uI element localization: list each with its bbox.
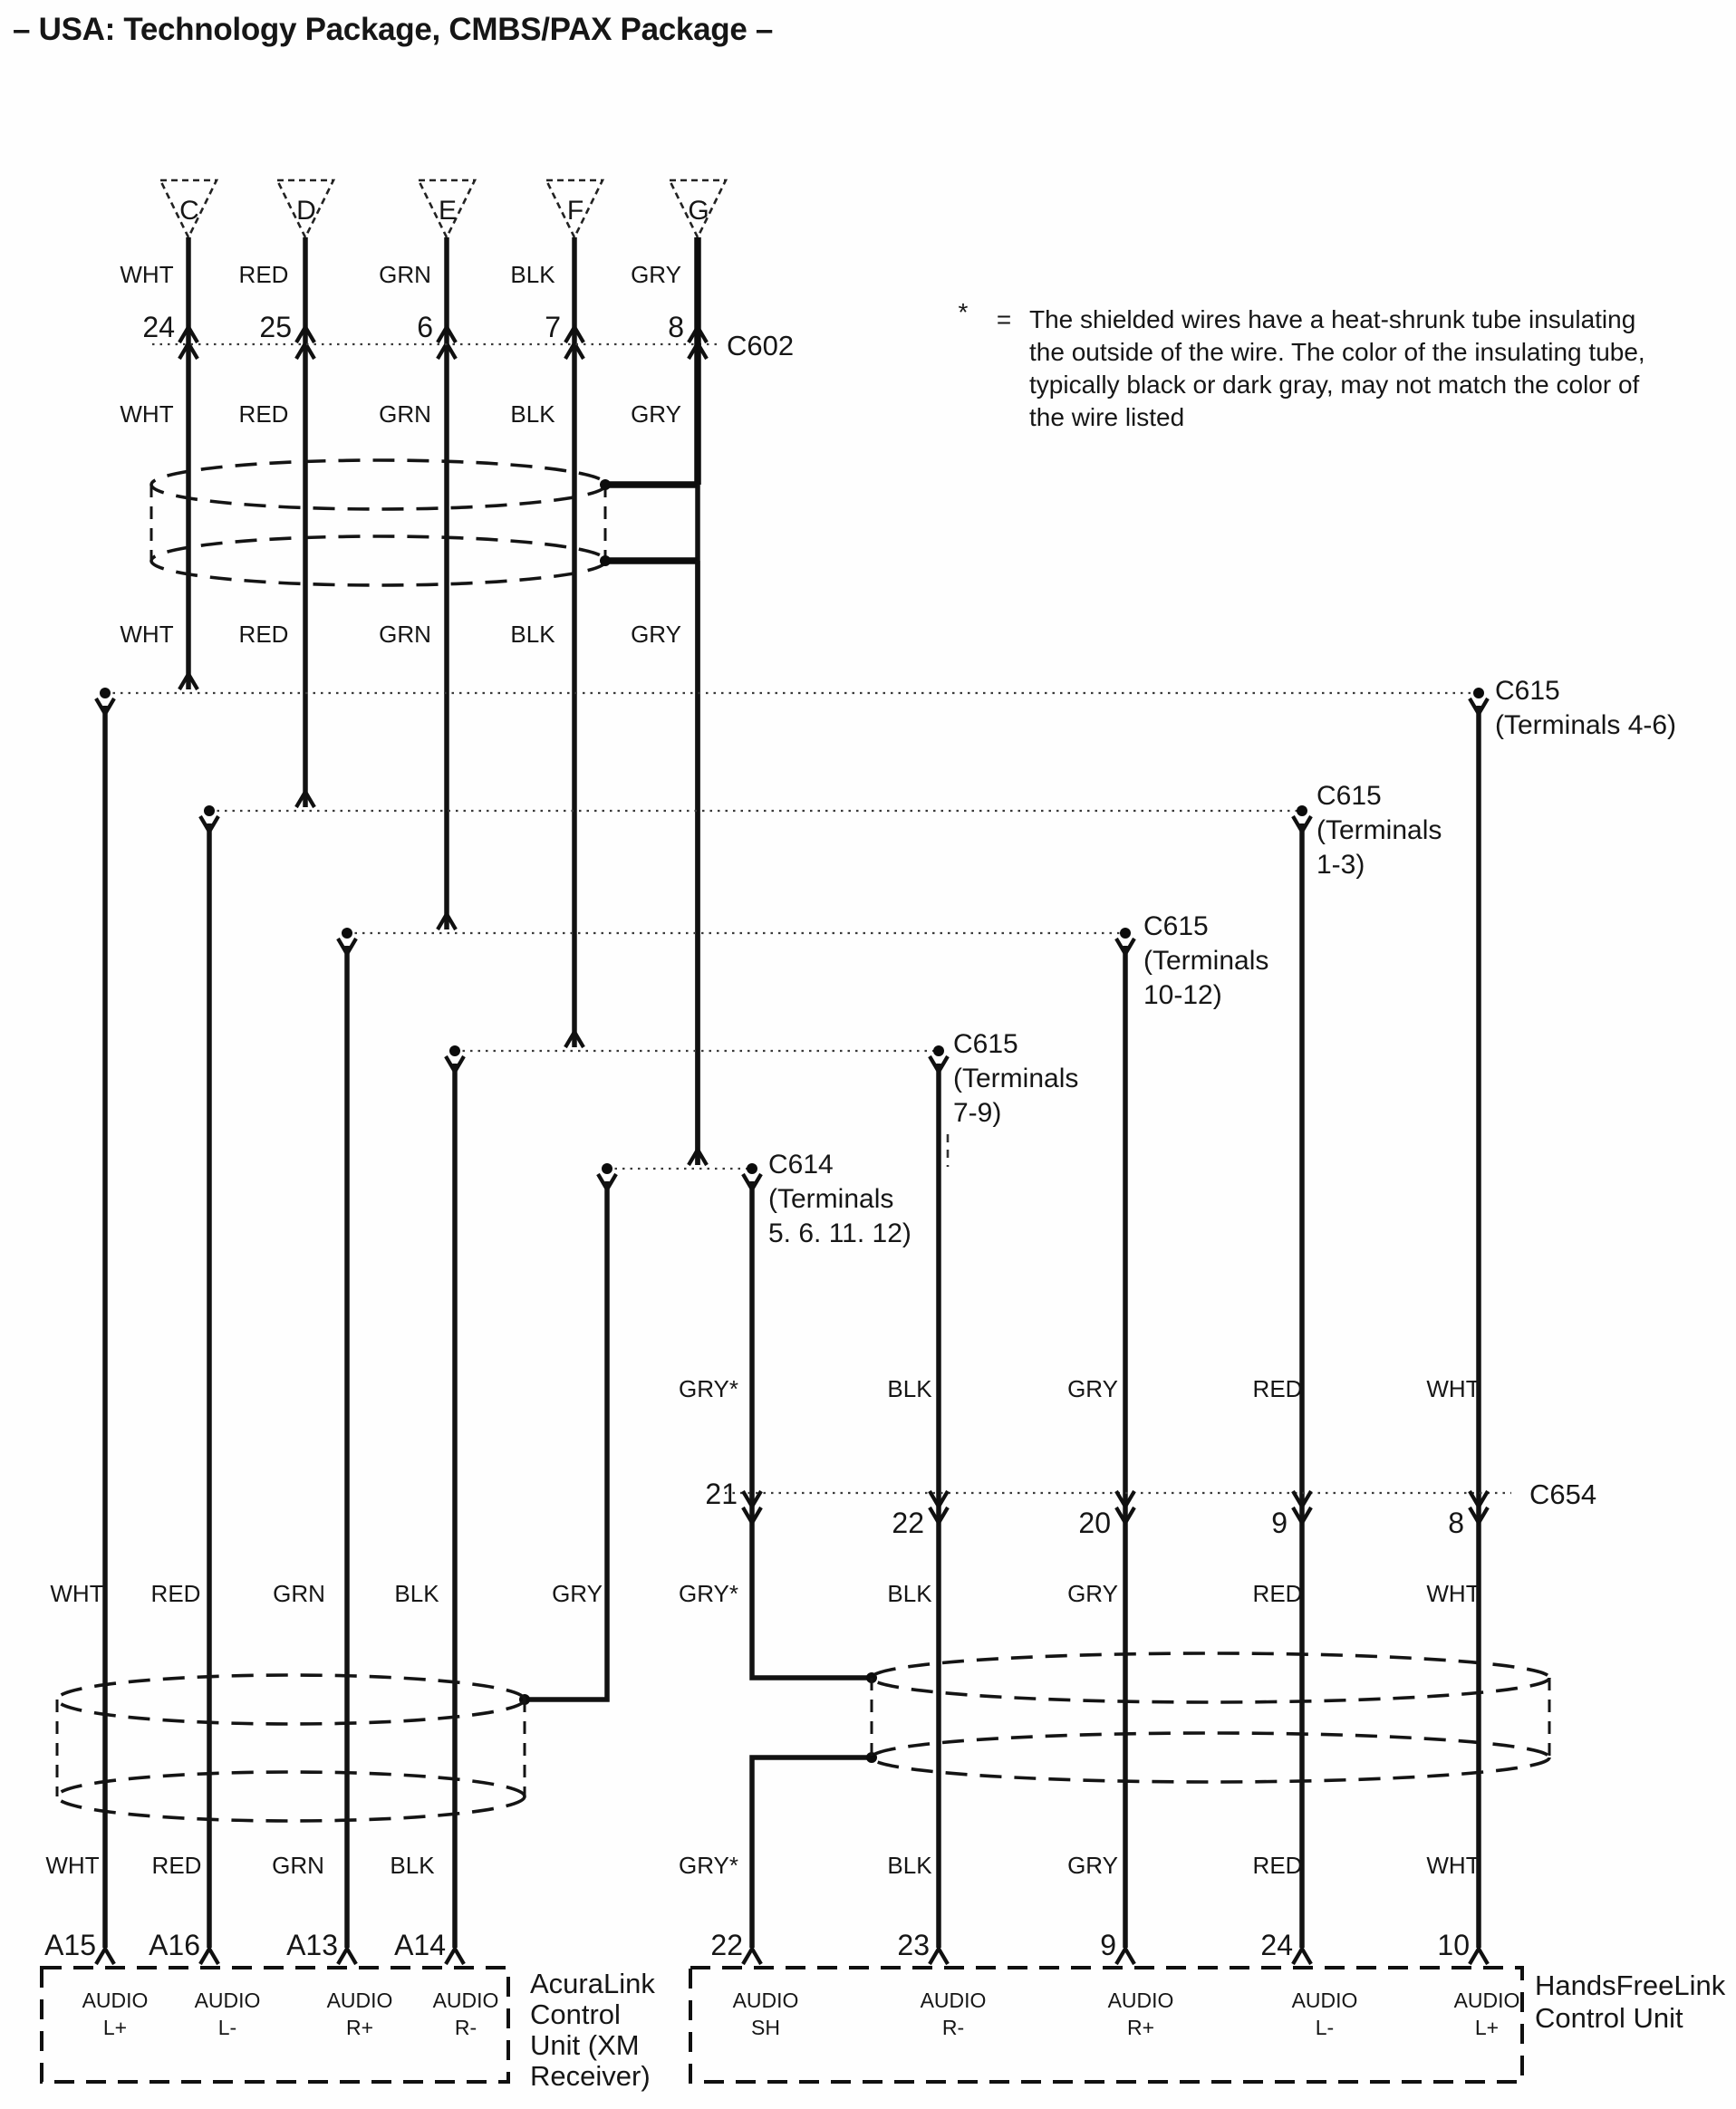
wire-color-label: WHT <box>120 621 174 648</box>
triangle-letter: E <box>438 196 458 226</box>
wire-color-label: BLK <box>390 1852 435 1879</box>
splice-dot <box>204 805 215 816</box>
wire-color-label: WHT <box>50 1580 104 1607</box>
pin-function: AUDIO <box>732 1989 799 2012</box>
pin-function: L- <box>1315 2016 1335 2039</box>
pin-function: R- <box>454 2016 477 2039</box>
pin-number: A13 <box>286 1929 338 1961</box>
wire-color-label: GRY* <box>679 1852 738 1879</box>
pin-number: A14 <box>394 1929 446 1961</box>
splice-dot <box>602 1163 612 1174</box>
triangle-letter: C <box>179 196 199 226</box>
unit-pin-fork-icon <box>1470 1949 1488 1964</box>
splice-label: (Terminals <box>1316 815 1442 845</box>
splice-label: (Terminals <box>953 1064 1079 1093</box>
note-line: The shielded wires have a heat-shrunk tube insulating <box>1029 305 1636 333</box>
wire-color-label: BLK <box>510 621 555 648</box>
wire-color-label: WHT <box>120 400 174 428</box>
shield-right-ring-upper <box>872 1653 1549 1702</box>
wire-color-label: GRY <box>631 400 681 428</box>
splice-label: (Terminals 4-6) <box>1495 710 1677 740</box>
pin-number: 22 <box>892 1507 924 1539</box>
unit-pin-fork-icon <box>1293 1949 1311 1964</box>
wire-color-label: BLK <box>394 1580 439 1607</box>
wire-color-label: GRN <box>379 621 431 648</box>
unit-pin-fork-icon <box>200 1949 218 1964</box>
splice-dot <box>1297 805 1307 816</box>
unit-pin-fork-icon <box>338 1949 356 1964</box>
wire-color-label: GRY <box>1067 1375 1118 1402</box>
note-line: the wire listed <box>1029 403 1185 431</box>
splice-dot <box>100 688 111 698</box>
wire-color-label: GRN <box>272 1852 324 1879</box>
wire-color-label: WHT <box>1426 1375 1480 1402</box>
note-equals: = <box>996 305 1012 333</box>
shield-top-ring-upper <box>151 460 606 509</box>
pin-function: L+ <box>102 2016 128 2039</box>
handsfreelink-unit-box <box>690 1968 1522 2082</box>
triangle-letter: F <box>566 196 584 226</box>
wire-color-label: RED <box>238 261 289 288</box>
wire-right-gry-upper <box>752 1181 872 1678</box>
unit-name: Control Unit <box>1535 2002 1683 2034</box>
pin-function: L+ <box>1474 2016 1500 2039</box>
splice-label: 1-3) <box>1316 850 1365 880</box>
wire-color-label: GRY <box>552 1580 603 1607</box>
pin-number: 23 <box>897 1929 930 1961</box>
pin-number: 25 <box>259 311 292 343</box>
wire-color-label: RED <box>1252 1580 1303 1607</box>
pin-number: 10 <box>1437 1929 1470 1961</box>
pin-function: R+ <box>1126 2016 1155 2039</box>
splice-label: C615 <box>1316 781 1382 811</box>
unit-name: HandsFreeLink <box>1535 1969 1726 2001</box>
pin-function: SH <box>751 2016 780 2039</box>
wire-color-label: BLK <box>887 1375 932 1402</box>
unit-pin-fork-icon <box>446 1949 464 1964</box>
pin-function: AUDIO <box>1453 1989 1520 2012</box>
unit-name: AcuraLink <box>530 1968 655 1999</box>
wire-color-label: GRY <box>1067 1852 1118 1879</box>
wire-color-label: BLK <box>510 261 555 288</box>
note-asterisk: * <box>958 298 969 326</box>
pin-function: L- <box>217 2016 237 2039</box>
wire-left-gry-drain <box>525 1181 607 1700</box>
splice-label: C615 <box>1495 676 1560 706</box>
wire-color-label: GRY <box>631 621 681 648</box>
wire-right-gry-lower <box>752 1758 872 1948</box>
pin-number: 22 <box>710 1929 743 1961</box>
wire-color-label: GRY* <box>679 1375 738 1402</box>
splice-dot <box>1120 928 1131 939</box>
wire-color-label: GRY* <box>679 1580 738 1607</box>
unit-name: Control <box>530 1998 621 2030</box>
wire-color-label: RED <box>238 400 289 428</box>
splice-label: 5. 6. 11. 12) <box>768 1218 911 1248</box>
wire-color-label: WHT <box>45 1852 100 1879</box>
note-line: the outside of the wire. The color of the insulating tube, <box>1029 338 1645 366</box>
pin-number: 9 <box>1271 1507 1288 1539</box>
pin-function: AUDIO <box>326 1989 393 2012</box>
wire-color-label: BLK <box>887 1580 932 1607</box>
pin-function: AUDIO <box>920 1989 987 2012</box>
pin-number: 6 <box>417 311 433 343</box>
pin-number: 24 <box>1260 1929 1293 1961</box>
splice-label: C615 <box>1143 911 1209 941</box>
pin-number: 24 <box>142 311 175 343</box>
wire-color-label: WHT <box>1426 1852 1480 1879</box>
splice-dot <box>747 1163 757 1174</box>
wire-color-label: GRN <box>273 1580 325 1607</box>
wire-color-label: GRY <box>631 261 681 288</box>
wire-color-label: GRN <box>379 261 431 288</box>
wire-color-label: RED <box>150 1580 201 1607</box>
wire-color-label: WHT <box>1426 1580 1480 1607</box>
splice-dot <box>342 928 352 939</box>
wire-color-label: RED <box>238 621 289 648</box>
pin-function: R- <box>941 2016 965 2039</box>
wire-color-label: GRY <box>1067 1580 1118 1607</box>
unit-pin-fork-icon <box>930 1949 948 1964</box>
unit-name: Unit (XM <box>530 2029 640 2061</box>
splice-label: C614 <box>768 1150 834 1180</box>
triangle-letter: D <box>296 196 316 226</box>
pin-function: AUDIO <box>432 1989 499 2012</box>
pin-number: 7 <box>545 311 561 343</box>
wire-color-label: WHT <box>120 261 174 288</box>
wire-color-label: RED <box>151 1852 202 1879</box>
pin-number: 8 <box>1448 1507 1464 1539</box>
pin-function: AUDIO <box>82 1989 149 2012</box>
unit-name: Receiver) <box>530 2060 651 2092</box>
wire-color-label: BLK <box>887 1852 932 1879</box>
pin-function: AUDIO <box>1107 1989 1174 2012</box>
pin-number: A15 <box>44 1929 96 1961</box>
splice-dot <box>449 1045 460 1056</box>
connector-label-c654: C654 <box>1529 1478 1597 1510</box>
wire-color-label: BLK <box>510 400 555 428</box>
pin-number: 21 <box>705 1478 738 1510</box>
triangle-letter: G <box>688 196 709 226</box>
note-line: typically black or dark gray, may not match the color of <box>1029 371 1640 399</box>
shield-top-dot-upper <box>600 479 611 490</box>
pin-function: R+ <box>345 2016 374 2039</box>
splice-dot <box>1473 688 1484 698</box>
shield-top-dot-lower <box>600 555 611 566</box>
pin-number: A16 <box>149 1929 200 1961</box>
splice-dot <box>933 1045 944 1056</box>
pin-number: 9 <box>1100 1929 1116 1961</box>
page-title: – USA: Technology Package, CMBS/PAX Package – <box>13 12 774 47</box>
connector-label-c602: C602 <box>727 330 795 361</box>
pin-number: 20 <box>1078 1507 1111 1539</box>
wire-color-label: RED <box>1252 1375 1303 1402</box>
pin-number: 8 <box>668 311 684 343</box>
shield-right-ring-lower <box>872 1733 1549 1782</box>
pin-function: AUDIO <box>1291 1989 1358 2012</box>
unit-pin-fork-icon <box>1116 1949 1134 1964</box>
splice-label: (Terminals <box>1143 946 1269 976</box>
shield-top-ring-lower <box>151 536 606 585</box>
unit-pin-fork-icon <box>743 1949 761 1964</box>
splice-label: C615 <box>953 1029 1018 1059</box>
unit-pin-fork-icon <box>96 1949 114 1964</box>
splice-label: 10-12) <box>1143 980 1222 1010</box>
pin-function: AUDIO <box>194 1989 261 2012</box>
wire-color-label: GRN <box>379 400 431 428</box>
splice-label: (Terminals <box>768 1184 894 1214</box>
wire-color-label: RED <box>1252 1852 1303 1879</box>
splice-label: 7-9) <box>953 1098 1002 1128</box>
